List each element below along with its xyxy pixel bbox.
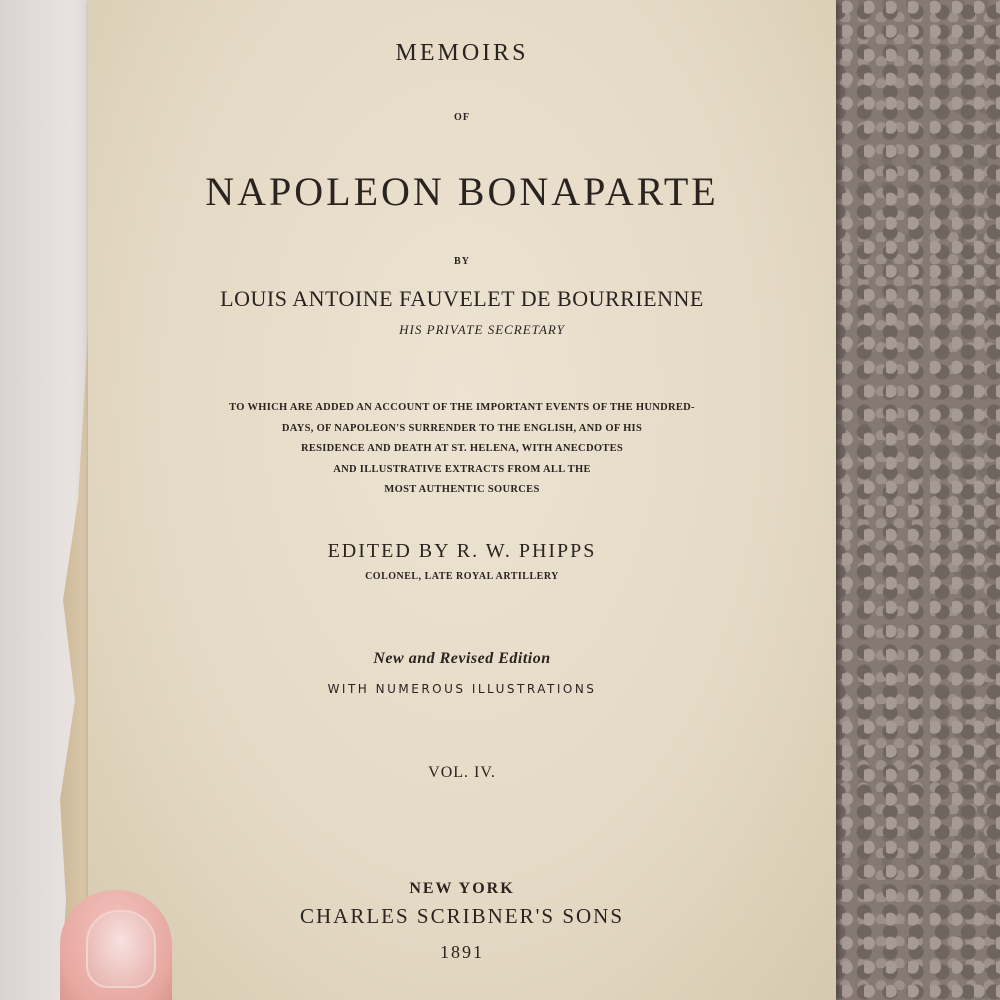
description-block bbox=[88, 398, 836, 501]
publisher-city: NEW YORK bbox=[409, 880, 515, 897]
editor-role: COLONEL, LATE ROYAL ARTILLERY bbox=[365, 571, 559, 582]
publication-year: 1891 bbox=[440, 942, 484, 962]
illustrations-line: WITH NUMEROUS ILLUSTRATIONS bbox=[327, 682, 597, 696]
editor-line: EDITED BY R. W. PHIPPS bbox=[327, 540, 597, 562]
description-line: RESIDENCE AND DEATH AT ST. HELENA, WITH ANECDOTES bbox=[300, 443, 624, 454]
book-title: NAPOLEON BONAPARTE bbox=[205, 169, 719, 214]
of-word: OF bbox=[454, 112, 470, 123]
author-role: HIS PRIVATE SECRETARY bbox=[399, 322, 565, 337]
publisher-name: CHARLES SCRIBNER'S SONS bbox=[299, 904, 625, 928]
title-page bbox=[88, 0, 836, 1000]
description-line: AND ILLUSTRATIVE EXTRACTS FROM ALL THE bbox=[333, 463, 591, 475]
by-word: BY bbox=[454, 256, 470, 267]
description-line: TO WHICH ARE ADDED AN ACCOUNT OF THE IMPORTANT EVENTS OF THE HUNDRED- bbox=[229, 402, 695, 413]
thumbnail-nail bbox=[86, 910, 156, 988]
description-line: MOST AUTHENTIC SOURCES bbox=[384, 484, 540, 495]
carpet-background bbox=[820, 0, 1000, 1000]
memoirs-heading: MEMOIRS bbox=[395, 40, 529, 66]
edition-line: New and Revised Edition bbox=[373, 650, 551, 667]
description-line: DAYS, OF NAPOLEON'S SURRENDER TO THE ENGLISH, AND OF HIS bbox=[281, 422, 643, 434]
author-name: LOUIS ANTOINE FAUVELET DE BOURRIENNE bbox=[220, 286, 704, 311]
volume-number: VOL. IV. bbox=[428, 764, 496, 781]
